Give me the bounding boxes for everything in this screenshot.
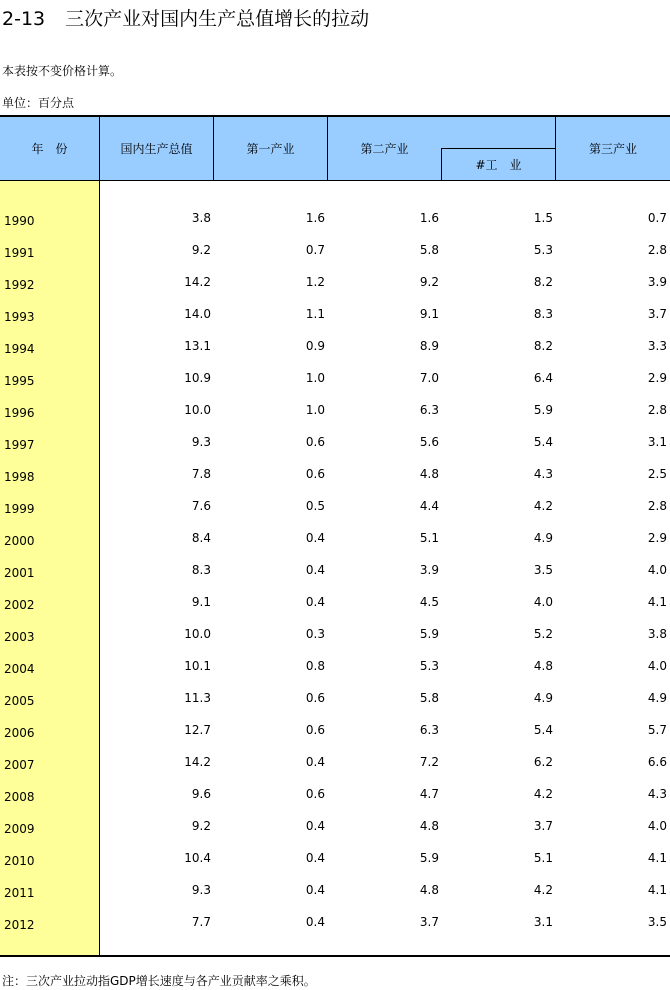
industry-cell: 3.7: [533, 819, 553, 833]
header-industry: #工 业: [475, 158, 522, 172]
table-row: [0, 781, 670, 813]
year-cell: 1999: [4, 502, 35, 516]
tertiary-industry-cell: 2.8: [647, 499, 667, 513]
year-cell: 1998: [4, 470, 35, 484]
primary-industry-cell: 0.4: [305, 531, 325, 545]
table-row: [0, 557, 670, 589]
header-primary-industry: 第一产业: [246, 142, 295, 156]
secondary-industry-cell: 8.9: [419, 339, 439, 353]
year-cell: 1995: [4, 374, 35, 388]
year-cell: 2003: [4, 630, 35, 644]
gdp-cell: 10.0: [184, 403, 211, 417]
primary-industry-cell: 0.3: [305, 627, 325, 641]
gdp-cell: 10.1: [184, 659, 211, 673]
gdp-cell: 8.4: [191, 531, 211, 545]
tertiary-industry-cell: 4.9: [647, 691, 667, 705]
year-cell: 1994: [4, 342, 35, 356]
industry-cell: 4.3: [533, 467, 553, 481]
industry-cell: 6.2: [533, 755, 553, 769]
table-row: [0, 845, 670, 877]
primary-industry-cell: 0.6: [305, 467, 325, 481]
primary-industry-cell: 0.8: [305, 659, 325, 673]
gdp-cell: 14.2: [184, 275, 211, 289]
table-row: [0, 813, 670, 845]
primary-industry-cell: 0.4: [305, 883, 325, 897]
tertiary-industry-cell: 2.8: [647, 243, 667, 257]
tertiary-industry-cell: 4.1: [647, 595, 667, 609]
primary-industry-cell: 0.7: [305, 243, 325, 257]
tertiary-industry-cell: 2.5: [647, 467, 667, 481]
gdp-cell: 9.1: [191, 595, 211, 609]
header-secondary-industry: 第二产业: [360, 142, 409, 156]
primary-industry-cell: 1.2: [305, 275, 325, 289]
primary-industry-cell: 0.6: [305, 787, 325, 801]
secondary-industry-cell: 1.6: [419, 211, 439, 225]
table-row: [0, 269, 670, 301]
tertiary-industry-cell: 4.0: [647, 659, 667, 673]
secondary-industry-cell: 5.6: [419, 435, 439, 449]
tertiary-industry-cell: 3.9: [647, 275, 667, 289]
table-row: [0, 397, 670, 429]
tertiary-industry-cell: 2.8: [647, 403, 667, 417]
secondary-industry-cell: 3.7: [419, 915, 439, 929]
secondary-industry-cell: 4.8: [419, 883, 439, 897]
tertiary-industry-cell: 3.5: [647, 915, 667, 929]
table-body: [0, 205, 670, 941]
table-bottom-border: [0, 955, 670, 957]
industry-cell: 5.4: [533, 723, 553, 737]
gdp-cell: 8.3: [191, 563, 211, 577]
industry-cell: 4.2: [533, 787, 553, 801]
primary-industry-cell: 0.4: [305, 563, 325, 577]
gdp-cell: 10.9: [184, 371, 211, 385]
table-row: [0, 205, 670, 237]
year-cell: 2006: [4, 726, 35, 740]
gdp-cell: 10.4: [184, 851, 211, 865]
industry-cell: 5.3: [533, 243, 553, 257]
secondary-industry-cell: 3.9: [419, 563, 439, 577]
secondary-industry-cell: 5.8: [419, 691, 439, 705]
industry-cell: 4.2: [533, 883, 553, 897]
year-cell: 1997: [4, 438, 35, 452]
table-row: [0, 365, 670, 397]
industry-cell: 5.2: [533, 627, 553, 641]
gdp-cell: 13.1: [184, 339, 211, 353]
secondary-industry-cell: 4.4: [419, 499, 439, 513]
year-cell: 1993: [4, 310, 35, 324]
gdp-cell: 14.0: [184, 307, 211, 321]
industry-cell: 4.9: [533, 531, 553, 545]
gdp-cell: 3.8: [191, 211, 211, 225]
secondary-industry-cell: 4.8: [419, 467, 439, 481]
tertiary-industry-cell: 4.1: [647, 851, 667, 865]
secondary-industry-cell: 5.8: [419, 243, 439, 257]
gdp-cell: 11.3: [184, 691, 211, 705]
industry-cell: 5.9: [533, 403, 553, 417]
primary-industry-cell: 0.4: [305, 851, 325, 865]
industry-cell: 8.2: [533, 275, 553, 289]
footnote: 注：三次产业拉动指GDP增长速度与各产业贡献率之乘积。: [2, 974, 316, 988]
year-cell: 2012: [4, 918, 35, 932]
tertiary-industry-cell: 4.0: [647, 819, 667, 833]
year-cell: 1990: [4, 214, 35, 228]
table-row: [0, 461, 670, 493]
industry-cell: 4.9: [533, 691, 553, 705]
table-row: [0, 589, 670, 621]
tertiary-industry-cell: 4.1: [647, 883, 667, 897]
header-gdp: 国内生产总值: [120, 142, 193, 156]
table-row: [0, 653, 670, 685]
year-cell: 2002: [4, 598, 35, 612]
primary-industry-cell: 0.6: [305, 691, 325, 705]
tertiary-industry-cell: 2.9: [647, 531, 667, 545]
header-bottom-border: [0, 180, 670, 181]
year-cell: 2005: [4, 694, 35, 708]
industry-cell: 4.8: [533, 659, 553, 673]
secondary-industry-cell: 5.3: [419, 659, 439, 673]
gdp-cell: 9.3: [191, 435, 211, 449]
primary-industry-cell: 1.6: [305, 211, 325, 225]
secondary-industry-cell: 4.7: [419, 787, 439, 801]
tertiary-industry-cell: 3.3: [647, 339, 667, 353]
page-title: [2, 4, 369, 31]
year-cell: 2007: [4, 758, 35, 772]
table-row: [0, 685, 670, 717]
primary-industry-cell: 1.0: [305, 371, 325, 385]
year-cell: 2009: [4, 822, 35, 836]
year-cell: 2011: [4, 886, 35, 900]
unit-note: 单位：百分点: [2, 96, 75, 110]
tertiary-industry-cell: 4.0: [647, 563, 667, 577]
gdp-cell: 7.7: [191, 915, 211, 929]
primary-industry-cell: 0.4: [305, 819, 325, 833]
primary-industry-cell: 0.4: [305, 915, 325, 929]
table-row: [0, 301, 670, 333]
industry-cell: 3.5: [533, 563, 553, 577]
secondary-industry-cell: 6.3: [419, 403, 439, 417]
table-number: 2-13: [2, 8, 46, 30]
data-table: [0, 115, 670, 957]
secondary-industry-cell: 5.1: [419, 531, 439, 545]
gdp-cell: 9.2: [191, 243, 211, 257]
industry-cell: 4.2: [533, 499, 553, 513]
year-cell: 2001: [4, 566, 35, 580]
gdp-cell: 14.2: [184, 755, 211, 769]
gdp-cell: 10.0: [184, 627, 211, 641]
header-year: 年 份: [31, 142, 68, 156]
industry-cell: 4.0: [533, 595, 553, 609]
table-row: [0, 717, 670, 749]
table-row: [0, 621, 670, 653]
secondary-industry-cell: 7.0: [419, 371, 439, 385]
primary-industry-cell: 0.4: [305, 595, 325, 609]
industry-cell: 3.1: [533, 915, 553, 929]
year-cell: 2004: [4, 662, 35, 676]
tertiary-industry-cell: 3.8: [647, 627, 667, 641]
tertiary-industry-cell: 0.7: [647, 211, 667, 225]
industry-cell: 1.5: [533, 211, 553, 225]
primary-industry-cell: 0.4: [305, 755, 325, 769]
tertiary-industry-cell: 3.7: [647, 307, 667, 321]
secondary-industry-cell: 9.2: [419, 275, 439, 289]
price-basis-note: 本表按不变价格计算。: [2, 64, 123, 78]
gdp-cell: 7.6: [191, 499, 211, 513]
year-cell: 1996: [4, 406, 35, 420]
table-row: [0, 429, 670, 461]
industry-cell: 8.2: [533, 339, 553, 353]
gdp-cell: 12.7: [184, 723, 211, 737]
primary-industry-cell: 0.6: [305, 435, 325, 449]
tertiary-industry-cell: 4.3: [647, 787, 667, 801]
table-row: [0, 493, 670, 525]
gdp-cell: 9.6: [191, 787, 211, 801]
header-tertiary-industry: 第三产业: [588, 142, 637, 156]
table-row: [0, 909, 670, 941]
primary-industry-cell: 1.1: [305, 307, 325, 321]
secondary-industry-cell: 5.9: [419, 627, 439, 641]
year-cell: 2010: [4, 854, 35, 868]
industry-cell: 5.1: [533, 851, 553, 865]
year-cell: 1991: [4, 246, 35, 260]
gdp-cell: 7.8: [191, 467, 211, 481]
secondary-industry-cell: 6.3: [419, 723, 439, 737]
secondary-industry-cell: 9.1: [419, 307, 439, 321]
secondary-industry-cell: 4.8: [419, 819, 439, 833]
industry-cell: 5.4: [533, 435, 553, 449]
table-row: [0, 749, 670, 781]
tertiary-industry-cell: 5.7: [647, 723, 667, 737]
tertiary-industry-cell: 6.6: [647, 755, 667, 769]
primary-industry-cell: 0.5: [305, 499, 325, 513]
secondary-industry-cell: 4.5: [419, 595, 439, 609]
primary-industry-cell: 1.0: [305, 403, 325, 417]
year-cell: 2000: [4, 534, 35, 548]
year-cell: 1992: [4, 278, 35, 292]
industry-cell: 8.3: [533, 307, 553, 321]
primary-industry-cell: 0.9: [305, 339, 325, 353]
tertiary-industry-cell: 3.1: [647, 435, 667, 449]
table-title: 三次产业对国内生产总值增长的拉动: [65, 8, 370, 30]
table-row: [0, 877, 670, 909]
industry-cell: 6.4: [533, 371, 553, 385]
table-row: [0, 525, 670, 557]
primary-industry-cell: 0.6: [305, 723, 325, 737]
year-cell: 2008: [4, 790, 35, 804]
table-row: [0, 333, 670, 365]
gdp-cell: 9.3: [191, 883, 211, 897]
gdp-cell: 9.2: [191, 819, 211, 833]
tertiary-industry-cell: 2.9: [647, 371, 667, 385]
secondary-industry-cell: 5.9: [419, 851, 439, 865]
secondary-industry-cell: 7.2: [419, 755, 439, 769]
table-row: [0, 237, 670, 269]
